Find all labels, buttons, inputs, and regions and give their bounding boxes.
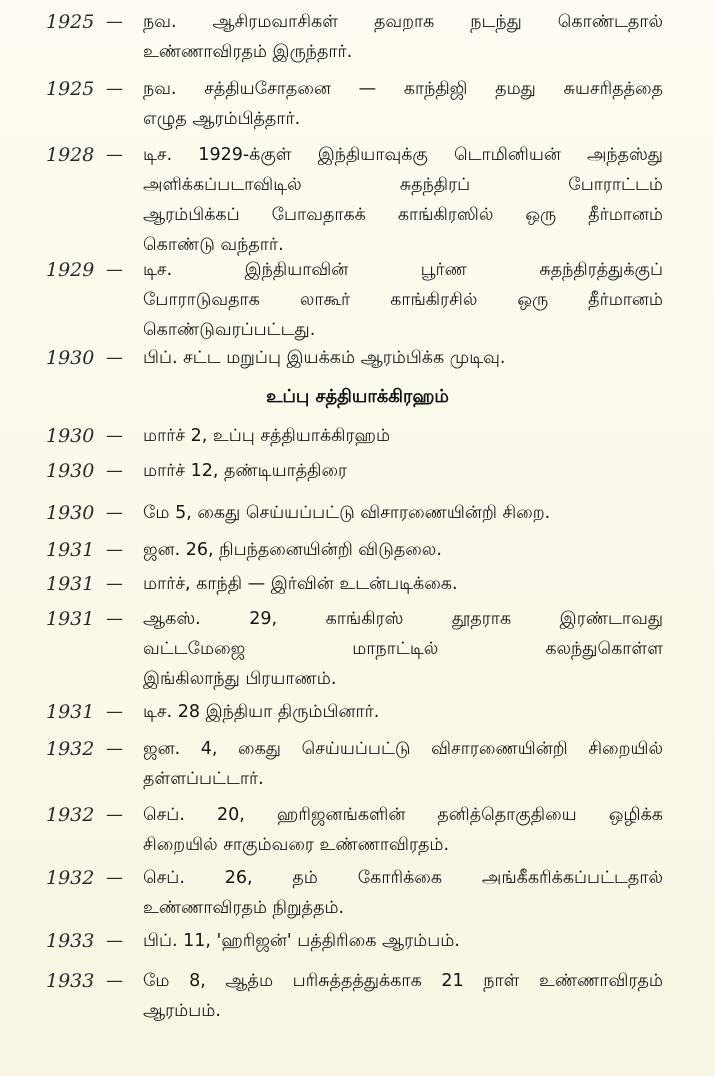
- entry-text: [143, 863, 663, 923]
- entry-line: பிப். சட்ட மறுப்பு இயக்கம் ஆரம்பிக்க முடிவு.: [143, 348, 506, 368]
- entry-text: [143, 140, 663, 260]
- entry-line: மார்ச் 12, தண்டியாத்திரை: [143, 461, 348, 481]
- section-heading: உப்பு சத்தியாக்கிரஹம்: [266, 386, 449, 407]
- entry-year: 1928: [46, 144, 95, 166]
- entry-year: 1932: [46, 804, 95, 826]
- entry-year: 1933: [46, 930, 95, 952]
- entry-dash: —: [106, 805, 123, 825]
- entry-year: 1925: [46, 11, 95, 33]
- entry-year: 1930: [46, 347, 95, 369]
- entry-line: கொண்டு வந்தார்.: [143, 235, 284, 255]
- entry-line: ஜன. 26, நிபந்தனையின்றி விடுதலை.: [143, 540, 442, 560]
- entry-year: 1931: [46, 539, 95, 561]
- entry-text: [143, 734, 663, 794]
- entry-line: ஆரம்பிக்கப் போவதாகக் காங்கிரஸில் ஒரு தீர்மானம்: [143, 205, 663, 225]
- entry-line: ஆரம்பம்.: [143, 1001, 221, 1021]
- entry-line: வட்டமேஜை மாநாட்டில் கலந்துகொள்ள: [143, 639, 663, 659]
- entry-year: 1930: [46, 460, 95, 482]
- entry-dash: —: [106, 702, 123, 722]
- entry-year: 1931: [46, 608, 95, 630]
- entry-text: [143, 697, 663, 727]
- entry-dash: —: [106, 260, 123, 280]
- entry-year: 1931: [46, 701, 95, 723]
- entry-line: பிப். 11, 'ஹரிஜன்' பத்திரிகை ஆரம்பம்.: [143, 931, 460, 951]
- entry-line: அளிக்கப்படாவிடில் சுதந்திரப் போராட்டம்: [143, 175, 663, 195]
- entry-year: 1932: [46, 867, 95, 889]
- entry-text: [143, 456, 663, 486]
- entry-line: டிச. இந்தியாவின் பூர்ண சுதந்திரத்துக்குப்: [143, 260, 663, 280]
- entry-line: டிச. 1929-க்குள் இந்தியாவுக்கு டொமினியன் அந்தஸ்து: [143, 145, 663, 165]
- entry-text: [143, 421, 663, 451]
- entry-line: எழுத ஆரம்பித்தார்.: [143, 109, 301, 129]
- entry-text: [143, 800, 663, 860]
- entry-year: 1930: [46, 425, 95, 447]
- entry-text: [143, 569, 663, 599]
- entry-text: [143, 966, 663, 1026]
- entry-line: ஆகஸ். 29, காங்கிரஸ் தூதராக இரண்டாவது: [143, 609, 663, 629]
- entry-line: கொண்டுவரப்பட்டது.: [143, 320, 316, 340]
- entry-line: மார்ச், காந்தி — இர்வின் உடன்படிக்கை.: [143, 574, 458, 594]
- entry-dash: —: [106, 348, 123, 368]
- entry-text: [143, 926, 663, 956]
- entry-text: [143, 255, 663, 345]
- entry-dash: —: [106, 739, 123, 759]
- entry-line: உண்ணாவிரதம் நிறுத்தம்.: [143, 898, 345, 918]
- entry-line: செப். 20, ஹரிஜனங்களின் தனித்தொகுதியை ஒழிக்க: [143, 805, 663, 825]
- entry-dash: —: [106, 145, 123, 165]
- entry-dash: —: [106, 79, 123, 99]
- entry-text: [143, 7, 663, 67]
- entry-text: [143, 535, 663, 565]
- entry-line: நவ. ஆசிரமவாசிகள் தவறாக நடந்து கொண்டதால்: [143, 12, 663, 32]
- entry-dash: —: [106, 540, 123, 560]
- entry-text: [143, 343, 663, 373]
- entry-dash: —: [106, 574, 123, 594]
- entry-line: தள்ளப்பட்டார்.: [143, 769, 264, 789]
- entry-dash: —: [106, 461, 123, 481]
- entry-year: 1930: [46, 502, 95, 524]
- entry-dash: —: [106, 971, 123, 991]
- entry-dash: —: [106, 868, 123, 888]
- entry-dash: —: [106, 426, 123, 446]
- entry-line: உண்ணாவிரதம் இருந்தார்.: [143, 42, 353, 62]
- entry-line: மே 5, கைது செய்யப்பட்டு விசாரணையின்றி சிறை.: [143, 503, 551, 523]
- entry-line: நவ. சத்தியசோதனை — காந்திஜி தமது சுயசரிதத்தை: [143, 79, 663, 99]
- entry-dash: —: [106, 609, 123, 629]
- entry-year: 1931: [46, 573, 95, 595]
- entry-text: [143, 498, 663, 528]
- entry-line: டிச. 28 இந்தியா திரும்பினார்.: [143, 702, 380, 722]
- entry-year: 1925: [46, 78, 95, 100]
- entry-line: சிறையில் சாகும்வரை உண்ணாவிரதம்.: [143, 835, 450, 855]
- entry-line: மார்ச் 2, உப்பு சத்தியாக்கிரஹம்: [143, 426, 391, 446]
- entry-line: மே 8, ஆத்ம பரிசுத்தத்துக்காக 21 நாள் உண்ணாவிரதம்: [143, 971, 663, 991]
- entry-line: இங்கிலாந்து பிரயாணம்.: [143, 669, 337, 689]
- entry-line: போராடுவதாக லாகூர் காங்கிரசில் ஒரு தீர்மானம்: [143, 290, 663, 310]
- entry-year: 1933: [46, 970, 95, 992]
- entry-dash: —: [106, 12, 123, 32]
- entry-dash: —: [106, 931, 123, 951]
- entry-year: 1932: [46, 738, 95, 760]
- entry-year: 1929: [46, 259, 95, 281]
- entry-text: [143, 74, 663, 134]
- entry-line: செப். 26, தம் கோரிக்கை அங்கீகரிக்கப்பட்டதால்: [143, 868, 663, 888]
- entry-line: ஜன. 4, கைது செய்யப்பட்டு விசாரணையின்றி சிறையில்: [143, 739, 663, 759]
- entry-text: [143, 604, 663, 694]
- entry-dash: —: [106, 503, 123, 523]
